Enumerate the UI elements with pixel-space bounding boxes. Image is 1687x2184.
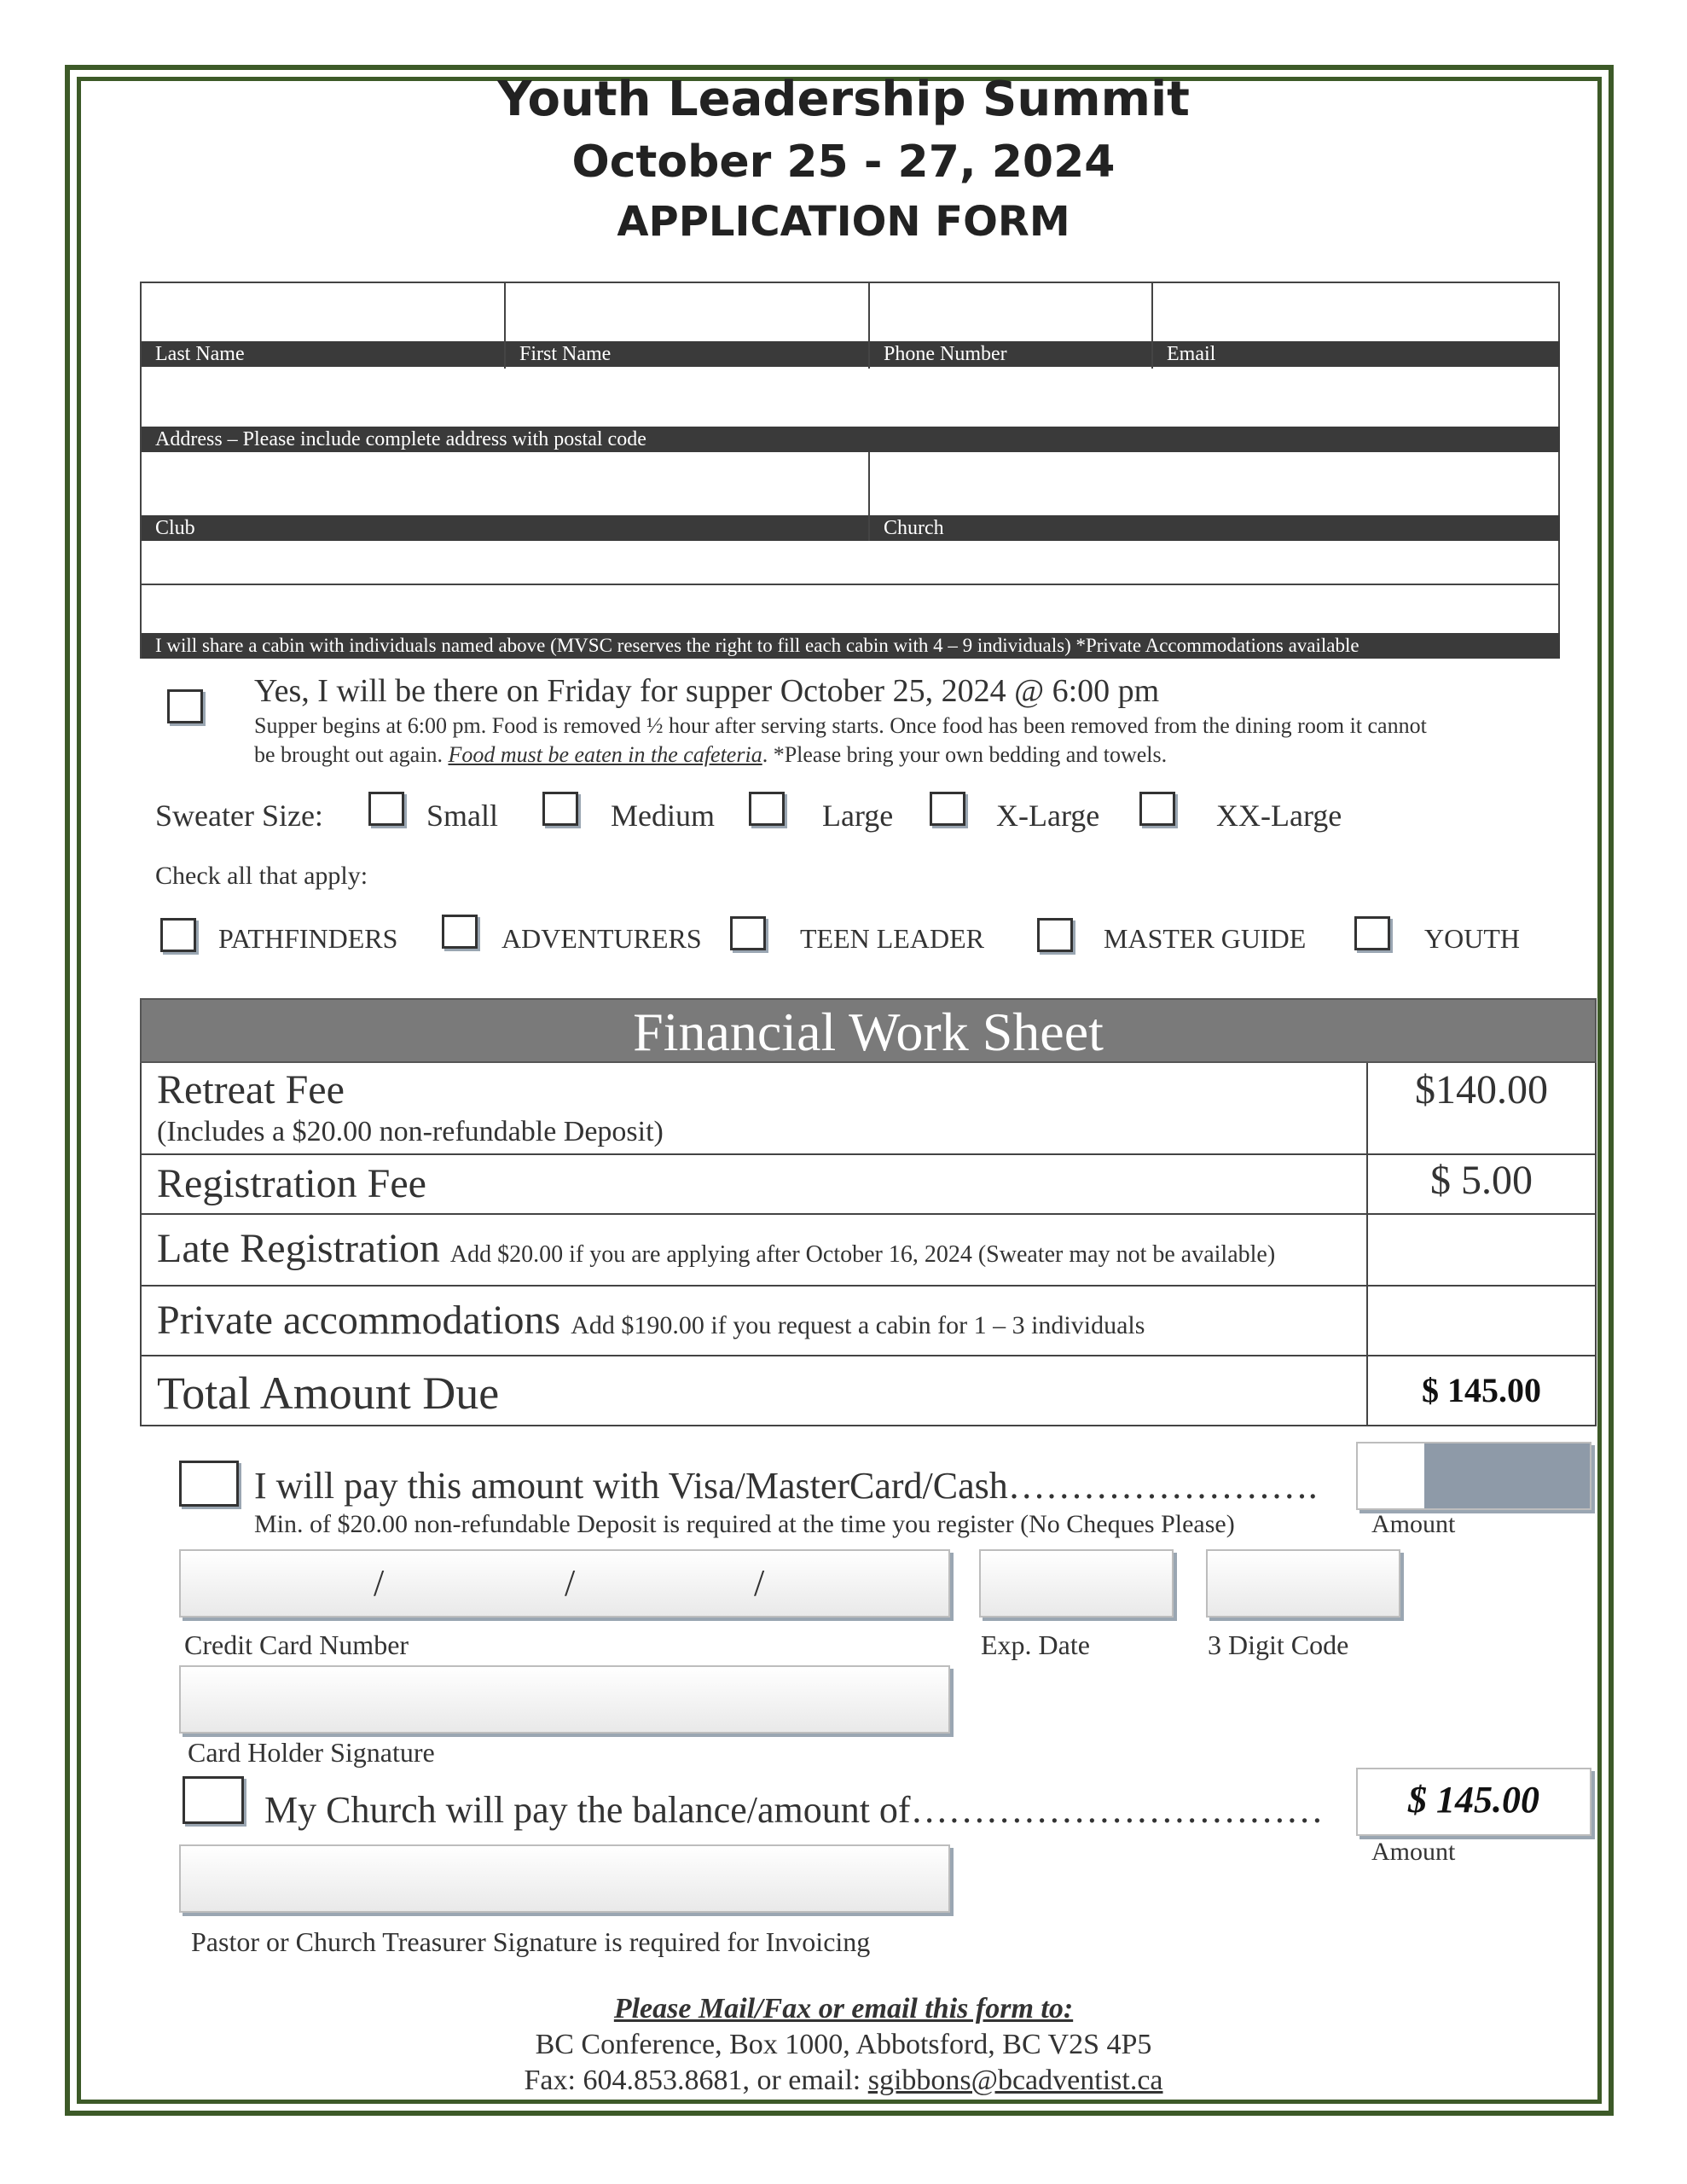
card-amount-fill (1424, 1443, 1590, 1508)
church-amount-label: Amount (1371, 1838, 1456, 1866)
sweater-xxlarge-label: XX-Large (1216, 799, 1342, 833)
late-registration-row (140, 1215, 1597, 1287)
private-accommodations-row (140, 1287, 1597, 1356)
form-title: Youth Leadership Summit (497, 72, 1190, 127)
sweater-medium-label: Medium (611, 799, 715, 833)
first-name-field[interactable] (506, 283, 868, 341)
card-separator-1: / (374, 1562, 385, 1604)
credit-card-number-label: Credit Card Number (184, 1629, 409, 1660)
card-amount-box[interactable] (1356, 1442, 1591, 1510)
pay-card-note: Min. of $20.00 non-refundable Deposit is required at the time you register (No Cheques Please) (254, 1510, 1235, 1538)
cabin-mate-field-2[interactable] (142, 585, 1560, 633)
sweater-xxlarge-checkbox[interactable] (1139, 792, 1175, 826)
email-field[interactable] (1153, 283, 1560, 341)
church-label: Church (870, 515, 1560, 541)
sweater-small-checkbox[interactable] (368, 792, 404, 826)
adventurers-checkbox[interactable] (442, 915, 478, 949)
pay-card-checkbox[interactable] (179, 1461, 239, 1507)
cabin-mate-field-1[interactable] (142, 541, 1560, 585)
exp-date-field[interactable] (979, 1549, 1174, 1618)
footer-email-link[interactable]: sgibbons@bcadventist.ca (867, 2065, 1163, 2096)
supper-note-1: Supper begins at 6:00 pm. Food is removed ½ hour after serving starts. Once food has been removed from the dining room it cannot (254, 713, 1427, 738)
church-pay-checkbox[interactable] (183, 1776, 244, 1824)
late-registration-note: Add $20.00 if you are applying after October 16, 2024 (Sweater may not be available) (449, 1241, 1276, 1268)
card-separator-3: / (754, 1562, 765, 1604)
late-registration-label: Late Registration Add $20.00 if you are applying after October 16, 2024 (Sweater may not be available) (157, 1226, 1276, 1271)
youth-label: YOUTH (1424, 923, 1520, 954)
card-holder-signature-label: Card Holder Signature (188, 1737, 435, 1768)
total-amount-cell (1366, 1356, 1595, 1425)
card-amount-label: Amount (1371, 1510, 1456, 1538)
adventurers-label: ADVENTURERS (501, 923, 702, 954)
church-field[interactable] (870, 452, 1560, 515)
sweater-medium-checkbox[interactable] (542, 792, 578, 826)
club-field[interactable] (142, 452, 867, 515)
phone-field[interactable] (870, 283, 1151, 341)
cvv-label: 3 Digit Code (1208, 1629, 1349, 1660)
pastor-signature-label: Pastor or Church Treasurer Signature is required for Invoicing (191, 1926, 871, 1957)
form-type: APPLICATION FORM (617, 198, 1070, 246)
late-registration-amount-cell[interactable] (1366, 1215, 1595, 1285)
church-amount: $ 145.00 (1408, 1779, 1539, 1821)
applicant-info-table (140, 282, 1560, 659)
sweater-size-label: Sweater Size: (155, 799, 323, 833)
phone-label: Phone Number (870, 341, 1151, 367)
master-guide-checkbox[interactable] (1037, 918, 1073, 952)
last-name-field[interactable] (142, 283, 504, 341)
footer-heading: Please Mail/Fax or email this form to: (613, 1993, 1074, 2024)
pastor-signature-field[interactable] (179, 1844, 950, 1913)
retreat-fee-row (140, 1063, 1597, 1155)
registration-fee-amount-cell (1366, 1155, 1595, 1213)
credit-card-number-field[interactable] (179, 1549, 950, 1618)
card-holder-signature-field[interactable] (179, 1665, 950, 1734)
exp-date-label: Exp. Date (981, 1629, 1090, 1660)
registration-fee-row (140, 1155, 1597, 1215)
supper-text: Yes, I will be there on Friday for supper October 25, 2024 @ 6:00 pm (254, 673, 1160, 709)
retreat-fee-amount-cell (1366, 1063, 1595, 1153)
sweater-small-label: Small (426, 799, 499, 833)
cabin-label: I will share a cabin with individuals named above (MVSC reserves the right to fill each cabin with 4 – 9 individuals) *Private Accommodations available (142, 633, 1560, 659)
private-accommodations-amount-cell[interactable] (1366, 1287, 1595, 1355)
supper-note-2: be brought out again. Food must be eaten in the cafeteria. *Please bring your own bedding and towels. (254, 742, 1168, 767)
cvv-field[interactable] (1206, 1549, 1400, 1618)
church-pay-text: My Church will pay the balance/amount of…………………………… (264, 1789, 1324, 1831)
church-amount-box[interactable] (1356, 1768, 1591, 1836)
card-separator-2: / (565, 1562, 576, 1604)
club-label: Club (142, 515, 868, 541)
teen-leader-checkbox[interactable] (730, 916, 766, 950)
sweater-xlarge-label: X-Large (996, 799, 1100, 833)
registration-fee-amount: $ 5.00 (1430, 1158, 1533, 1203)
private-accommodations-note: Add $190.00 if you request a cabin for 1 – 3 individuals (571, 1311, 1145, 1339)
teen-leader-label: TEEN LEADER (800, 923, 984, 954)
first-name-label: First Name (506, 341, 868, 367)
sweater-xlarge-checkbox[interactable] (930, 792, 965, 826)
pay-card-text: I will pay this amount with Visa/MasterCard/Cash……………………. (254, 1465, 1318, 1507)
financial-heading: Financial Work Sheet (140, 998, 1597, 1063)
address-label: Address – Please include complete address with postal code (142, 427, 1560, 452)
private-accommodations-label: Private accommodations Add $190.00 if you request a cabin for 1 – 3 individuals (157, 1298, 1145, 1343)
address-field[interactable] (142, 367, 1560, 427)
email-label: Email (1153, 341, 1560, 367)
master-guide-label: MASTER GUIDE (1104, 923, 1307, 954)
total-amount: $ 145.00 (1422, 1371, 1541, 1409)
sweater-large-checkbox[interactable] (749, 792, 785, 826)
supper-checkbox[interactable] (167, 689, 203, 723)
total-row (140, 1356, 1597, 1426)
event-dates: October 25 - 27, 2024 (571, 136, 1116, 188)
sweater-large-label: Large (822, 799, 894, 833)
check-all-label: Check all that apply: (155, 862, 368, 890)
last-name-label: Last Name (142, 341, 504, 367)
retreat-fee-note: (Includes a $20.00 non-refundable Deposit) (157, 1116, 664, 1147)
youth-checkbox[interactable] (1354, 916, 1390, 950)
registration-fee-label: Registration Fee (157, 1161, 426, 1206)
footer-address: BC Conference, Box 1000, Abbotsford, BC V2S 4P5 (535, 2029, 1152, 2060)
total-label: Total Amount Due (157, 1368, 500, 1419)
pathfinders-checkbox[interactable] (160, 918, 196, 952)
retreat-fee-amount: $140.00 (1415, 1067, 1548, 1112)
retreat-fee-label: Retreat Fee (157, 1067, 345, 1112)
footer-contact: Fax: 604.853.8681, or email: sgibbons@bcadventist.ca (524, 2065, 1163, 2096)
pathfinders-label: PATHFINDERS (218, 923, 398, 954)
